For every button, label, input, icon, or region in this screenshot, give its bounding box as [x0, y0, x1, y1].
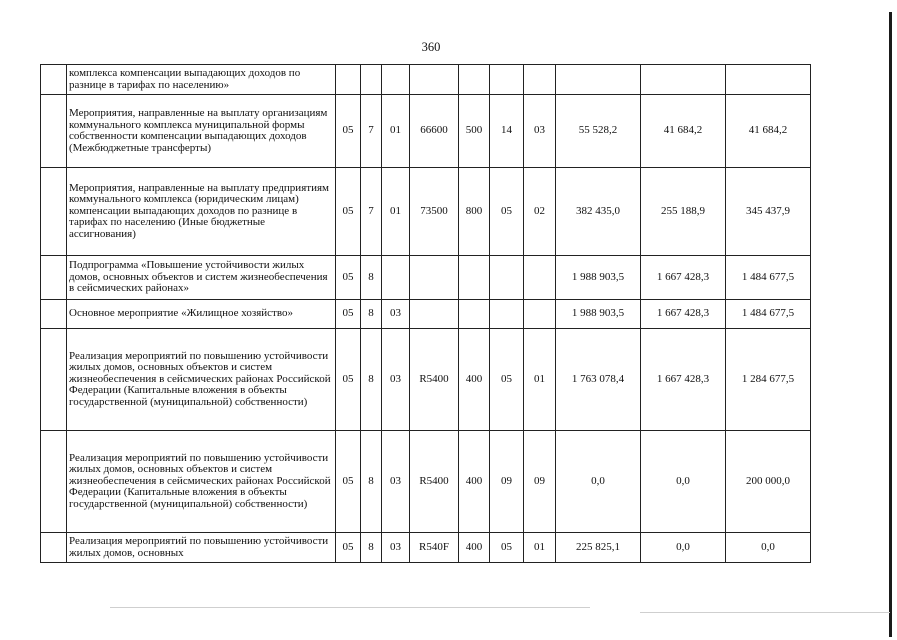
subsection-cell	[524, 256, 556, 300]
amount-year2-cell: 1 667 428,3	[641, 256, 726, 300]
row-index-cell	[41, 95, 67, 168]
amount-year3-cell: 1 284 677,5	[726, 329, 811, 431]
description-cell: комплекса компенсации выпадающих доходов по разнице в тарифах по населению»	[67, 65, 336, 95]
amount-year3-cell	[726, 65, 811, 95]
table-row	[41, 533, 811, 563]
expense-type-cell	[459, 300, 490, 329]
amount-year3-cell: 1 484 677,5	[726, 256, 811, 300]
row-index-cell	[41, 168, 67, 256]
description-cell: Реализация мероприятий по повышению устойчивости жилых домов, основных	[67, 533, 336, 563]
description-cell: Мероприятия, направленные на выплату организациям коммунального комплекса муниципальной формы собственности компенсации выпадающих доходов (Межбюджетные трансферты)	[67, 95, 336, 168]
amount-year2-cell	[641, 65, 726, 95]
amount-year2-cell: 0,0	[641, 431, 726, 533]
event-code-cell: 01	[382, 95, 410, 168]
amount-year1-cell: 1 763 078,4	[556, 329, 641, 431]
expense-type-cell	[459, 256, 490, 300]
subprogram-code-cell: 7	[361, 168, 382, 256]
direction-code-cell	[410, 300, 459, 329]
expense-type-cell: 400	[459, 533, 490, 563]
direction-code-cell: 73500	[410, 168, 459, 256]
program-code-cell	[336, 65, 361, 95]
description-cell: Мероприятия, направленные на выплату предприятиям коммунального комплекса (юридическим лицам) компенсации выпадающих доходов по разнице в тарифах по населению (Иные бюджетные ассигнования)	[67, 168, 336, 256]
table-row	[41, 95, 811, 168]
program-code-cell: 05	[336, 300, 361, 329]
event-code-cell: 03	[382, 300, 410, 329]
amount-year1-cell: 1 988 903,5	[556, 300, 641, 329]
amount-year1-cell: 1 988 903,5	[556, 256, 641, 300]
event-code-cell	[382, 65, 410, 95]
event-code-cell: 03	[382, 329, 410, 431]
amount-year3-cell: 345 437,9	[726, 168, 811, 256]
amount-year3-cell: 1 484 677,5	[726, 300, 811, 329]
subsection-cell: 02	[524, 168, 556, 256]
amount-year3-cell: 0,0	[726, 533, 811, 563]
section-cell: 05	[490, 329, 524, 431]
subprogram-code-cell: 8	[361, 300, 382, 329]
amount-year3-cell: 200 000,0	[726, 431, 811, 533]
event-code-cell: 03	[382, 431, 410, 533]
subprogram-code-cell: 8	[361, 256, 382, 300]
direction-code-cell: R5400	[410, 431, 459, 533]
scan-artifact-line	[640, 612, 890, 613]
event-code-cell: 03	[382, 533, 410, 563]
expense-type-cell: 800	[459, 168, 490, 256]
row-index-cell	[41, 533, 67, 563]
amount-year2-cell: 255 188,9	[641, 168, 726, 256]
subprogram-code-cell: 8	[361, 329, 382, 431]
event-code-cell: 01	[382, 168, 410, 256]
direction-code-cell	[410, 256, 459, 300]
amount-year3-cell: 41 684,2	[726, 95, 811, 168]
amount-year1-cell: 382 435,0	[556, 168, 641, 256]
table-row	[41, 168, 811, 256]
description-cell: Реализация мероприятий по повышению устойчивости жилых домов, основных объектов и систем жизнеобеспечения в сейсмических районах Российской Федерации (Капитальные вложения в объекты государственной (муниципальной) собственности)	[67, 329, 336, 431]
amount-year2-cell: 41 684,2	[641, 95, 726, 168]
section-cell	[490, 256, 524, 300]
subprogram-code-cell: 8	[361, 533, 382, 563]
budget-table	[40, 64, 811, 563]
program-code-cell: 05	[336, 168, 361, 256]
table-row	[41, 65, 811, 95]
subsection-cell: 01	[524, 329, 556, 431]
row-index-cell	[41, 300, 67, 329]
amount-year2-cell: 1 667 428,3	[641, 329, 726, 431]
expense-type-cell	[459, 65, 490, 95]
subsection-cell: 09	[524, 431, 556, 533]
event-code-cell	[382, 256, 410, 300]
direction-code-cell	[410, 65, 459, 95]
direction-code-cell: R5400	[410, 329, 459, 431]
row-index-cell	[41, 431, 67, 533]
expense-type-cell: 400	[459, 431, 490, 533]
subsection-cell: 01	[524, 533, 556, 563]
amount-year1-cell: 225 825,1	[556, 533, 641, 563]
scan-artifact-line	[110, 607, 590, 608]
section-cell: 05	[490, 533, 524, 563]
program-code-cell: 05	[336, 95, 361, 168]
row-index-cell	[41, 65, 67, 95]
direction-code-cell: R540F	[410, 533, 459, 563]
page-number: 360	[421, 40, 441, 54]
expense-type-cell: 400	[459, 329, 490, 431]
amount-year1-cell	[556, 65, 641, 95]
section-cell	[490, 300, 524, 329]
description-cell: Основное мероприятие «Жилищное хозяйство»	[67, 300, 336, 329]
description-cell: Реализация мероприятий по повышению устойчивости жилых домов, основных объектов и систем жизнеобеспечения в сейсмических районах Российской Федерации (Капитальные вложения в объекты государственной (муниципальной) собственности)	[67, 431, 336, 533]
amount-year2-cell: 1 667 428,3	[641, 300, 726, 329]
program-code-cell: 05	[336, 431, 361, 533]
expense-type-cell: 500	[459, 95, 490, 168]
section-cell	[490, 65, 524, 95]
section-cell: 05	[490, 168, 524, 256]
table-row	[41, 300, 811, 329]
subsection-cell: 03	[524, 95, 556, 168]
subsection-cell	[524, 65, 556, 95]
program-code-cell: 05	[336, 256, 361, 300]
program-code-cell: 05	[336, 329, 361, 431]
subsection-cell	[524, 300, 556, 329]
section-cell: 09	[490, 431, 524, 533]
row-index-cell	[41, 256, 67, 300]
amount-year2-cell: 0,0	[641, 533, 726, 563]
direction-code-cell: 66600	[410, 95, 459, 168]
amount-year1-cell: 55 528,2	[556, 95, 641, 168]
subprogram-code-cell	[361, 65, 382, 95]
subprogram-code-cell: 7	[361, 95, 382, 168]
scan-edge-bar	[889, 12, 892, 637]
program-code-cell: 05	[336, 533, 361, 563]
table-row	[41, 329, 811, 431]
description-cell: Подпрограмма «Повышение устойчивости жилых домов, основных объектов и систем жизнеобеспечения в сейсмических районах»	[67, 256, 336, 300]
section-cell: 14	[490, 95, 524, 168]
row-index-cell	[41, 329, 67, 431]
amount-year1-cell: 0,0	[556, 431, 641, 533]
table-row	[41, 431, 811, 533]
subprogram-code-cell: 8	[361, 431, 382, 533]
table-row	[41, 256, 811, 300]
